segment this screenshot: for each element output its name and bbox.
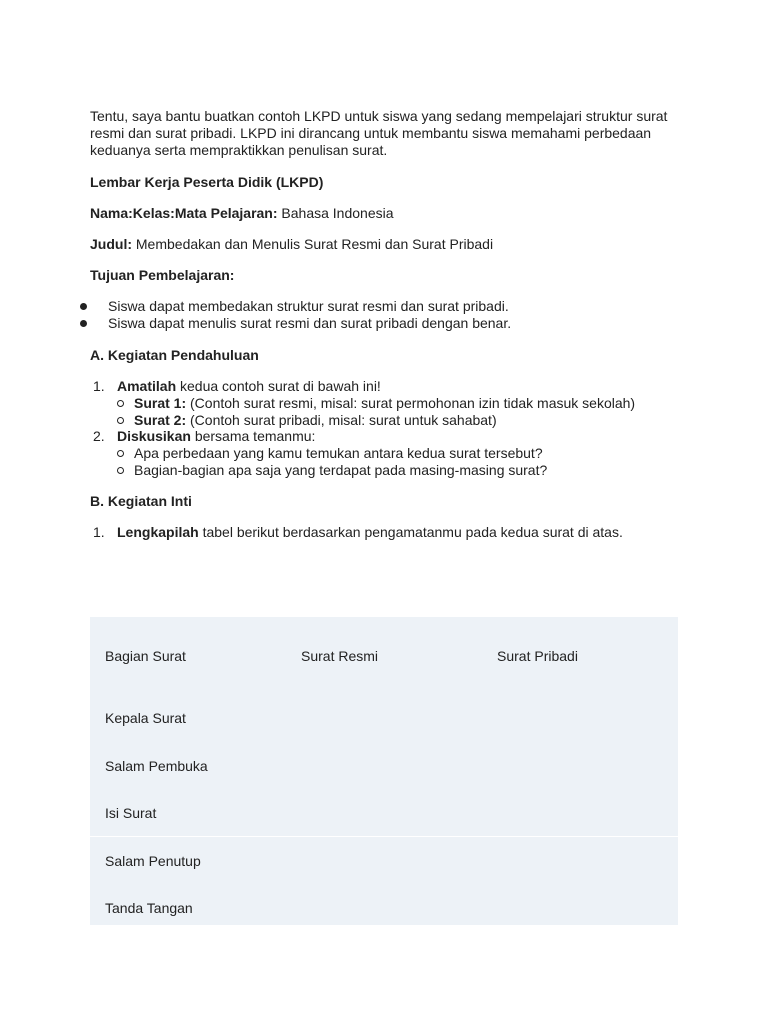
meta-value: Bahasa Indonesia [277, 205, 394, 221]
list-item [80, 298, 678, 315]
sub-item [117, 395, 678, 412]
judul-line [90, 236, 678, 253]
bullet-icon [80, 303, 87, 310]
item-text: kedua contoh surat di bawah ini! [176, 378, 381, 394]
sub-item [117, 412, 678, 429]
table-row-label: Isi Surat [105, 805, 157, 821]
structure-table [90, 617, 678, 925]
item-bold: Lengkapilah [117, 524, 199, 540]
item-number: 2. [93, 428, 105, 444]
tujuan-item-text: Siswa dapat menulis surat resmi dan surat pribadi dengan benar. [108, 315, 512, 331]
list-item [90, 428, 678, 478]
circle-bullet-icon [117, 417, 124, 424]
item-text: bersama temanmu: [190, 428, 316, 444]
judul-label: Judul: [90, 236, 132, 252]
table-header-pribadi: Surat Pribadi [497, 648, 578, 664]
table-row-label: Kepala Surat [105, 710, 186, 726]
sub-item-bold: Surat 2: [134, 411, 187, 428]
sub-list [117, 395, 678, 428]
table-row-label: Tanda Tangan [105, 900, 193, 916]
section-b-heading: B. Kegiatan Inti [90, 493, 192, 509]
list-item [80, 315, 678, 332]
bullet-icon [80, 320, 87, 327]
tujuan-heading: Tujuan Pembelajaran: [90, 267, 235, 283]
list-item [90, 524, 678, 541]
sub-item-text: Apa perbedaan yang kamu temukan antara kedua surat tersebut? [134, 445, 543, 461]
item-text: tabel berikut berdasarkan pengamatanmu pada kedua surat di atas. [198, 524, 623, 540]
sub-list [117, 445, 678, 478]
tujuan-item-text: Siswa dapat membedakan struktur surat resmi dan surat pribadi. [108, 298, 509, 314]
meta-label: Nama:Kelas:Mata Pelajaran: [90, 205, 278, 221]
sub-item-bold: Surat 1: [134, 395, 187, 411]
circle-bullet-icon [117, 450, 124, 457]
table-divider [90, 836, 678, 837]
list-item [90, 378, 678, 428]
circle-bullet-icon [117, 467, 124, 474]
sub-item-text: Bagian-bagian apa saja yang terdapat pada masing-masing surat? [134, 461, 548, 478]
sub-item [117, 462, 678, 479]
tujuan-list [80, 298, 678, 332]
intro-paragraph: Tentu, saya bantu buatkan contoh LKPD untuk siswa yang sedang mempelajari struktur surat resmi dan surat pribadi. LKPD ini dirancang untuk membantu siswa memahami perbedaan keduanya serta mempraktikkan penulisan surat. [90, 108, 668, 158]
sub-item-text: (Contoh surat resmi, misal: surat permohonan izin tidak masuk sekolah) [186, 395, 636, 411]
item-bold: Amatilah [117, 378, 177, 394]
table-row-label: Salam Pembuka [105, 758, 208, 774]
table-row-label: Salam Penutup [105, 853, 201, 869]
table-header-resmi: Surat Resmi [301, 648, 379, 664]
sub-item-text: (Contoh surat pribadi, misal: surat untuk sahabat) [186, 411, 497, 428]
section-b-list [90, 524, 678, 541]
item-number: 1. [93, 378, 105, 394]
table-header-bagian: Bagian Surat [105, 648, 186, 664]
sub-item [117, 445, 678, 462]
judul-value: Membedakan dan Menulis Surat Resmi dan Surat Pribadi [132, 236, 494, 252]
item-bold: Diskusikan [117, 428, 191, 444]
item-number: 1. [93, 524, 105, 540]
circle-bullet-icon [117, 400, 124, 407]
meta-line [90, 205, 678, 222]
document-title: Lembar Kerja Peserta Didik (LKPD) [90, 174, 324, 190]
section-a-heading: A. Kegiatan Pendahuluan [90, 347, 259, 363]
document-body [90, 108, 678, 556]
section-a-list [90, 378, 678, 478]
